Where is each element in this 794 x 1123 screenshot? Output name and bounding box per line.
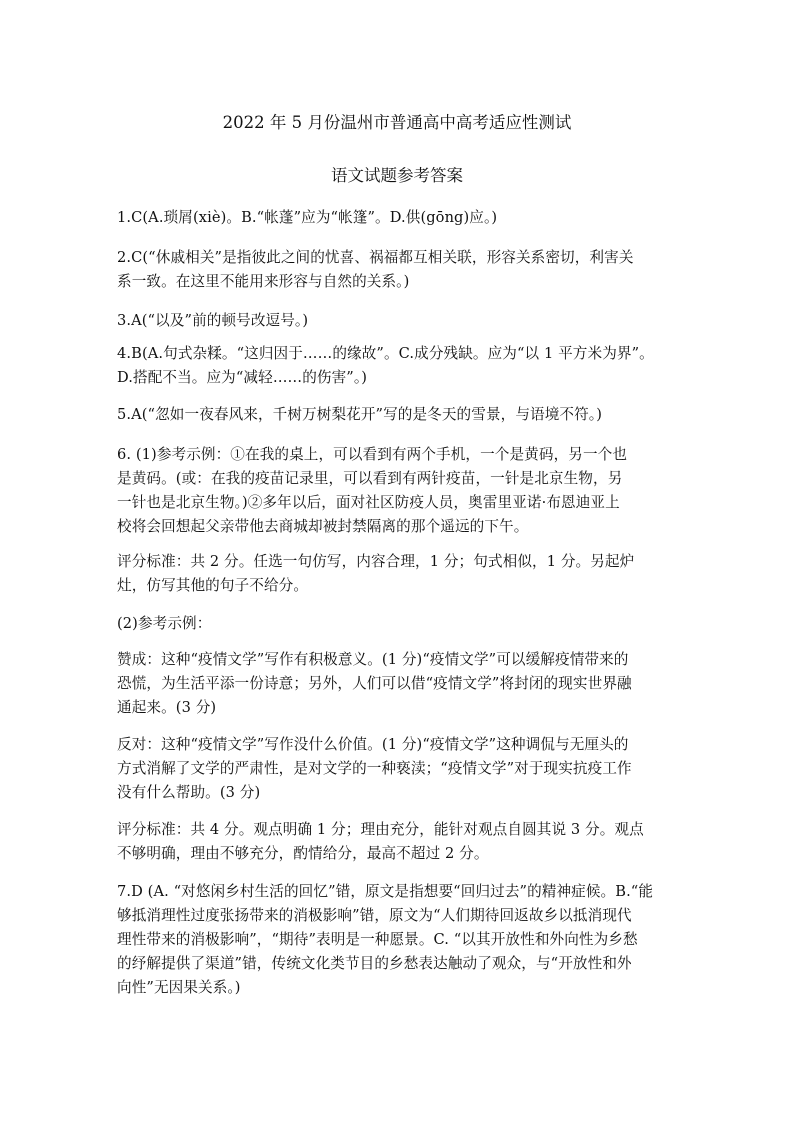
answer-3 [117, 309, 687, 333]
answer-line: 赞成：这种“疫情文学”写作有积极意义。(1 分)“疫情文学”可以缓解疫情带来的 [117, 651, 629, 668]
answer-line: 是黄码。(或：在我的疫苗记录里，可以看到有两针疫苗，一针是北京生物，另 [117, 470, 623, 487]
answer-line: 理性带来的消极影响”，“期待”表明是一种愿景。C. “以其开放性和外向性为乡愁 [117, 931, 638, 948]
answer-line: 7.D (A. “对悠闲乡村生活的回忆”错，原文是指想要“回归过去”的精神症候。B.“能 [117, 883, 654, 900]
answer-line: 6. (1)参考示例：①在我的桌上，可以看到有两个手机，一个是黄码，另一个也 [117, 446, 628, 463]
answer-line: 评分标准：共 2 分。任选一句仿写，内容合理，1 分；句式相似，1 分。另起炉 [117, 553, 635, 570]
answer-line: 3.A(“以及”前的顿号改逗号。) [117, 312, 309, 329]
answer-line: 不够明确，理由不够充分，酌情给分，最高不超过 2 分。 [117, 845, 489, 862]
answer-line: D.搭配不当。应为“减轻……的伤害”。) [117, 369, 368, 386]
answer-6-2-heading [117, 612, 687, 636]
answer-line: 校将会回想起父亲带他去商城却被封禁隔离的那个遥远的下午。 [117, 518, 529, 535]
answer-line: 向性”无因果关系。) [117, 979, 241, 996]
answer-line: 评分标准：共 4 分。观点明确 1 分；理由充分，能针对观点自圆其说 3 分。观点 [117, 821, 644, 838]
document-subtitle: 语文试题参考答案 [331, 166, 463, 185]
answer-line: (2)参考示例： [117, 615, 212, 632]
answer-4 [117, 342, 687, 390]
answer-line: 4.B(A.句式杂糅。“这归因于……的缘故”。C.成分残缺。应为“以 1 平方米为界”。 [117, 345, 654, 362]
answer-line: 方式消解了文学的严肃性，是对文学的一种亵渎；“疫情文学”对于现实抗疫工作 [117, 760, 632, 777]
answer-line: 5.A(“忽如一夜春风来，千树万树梨花开”写的是冬天的雪景，与语境不符。) [117, 406, 602, 423]
answer-7 [117, 880, 687, 1000]
answer-line: 恐慌，为生活平添一份诗意；另外，人们可以借“疫情文学”将封闭的现实世界融 [117, 675, 632, 692]
answer-6-2-support [117, 648, 687, 720]
answer-line: 1.C(A.琐屑(xiè)。B.“帐蓬”应为“帐篷”。D.供(gōng)应。) [117, 209, 498, 226]
answer-5 [117, 403, 687, 427]
answer-line: 够抵消理性过度张扬带来的消极影响”错，原文为“人们期待回返故乡以抵消现代 [117, 907, 632, 924]
answer-line: 一针也是北京生物。)②多年以后，面对社区防疫人员，奥雷里亚诺·布恩迪亚上 [117, 494, 620, 511]
answer-line: 通起来。(3 分) [117, 699, 217, 716]
answer-line: 灶，仿写其他的句子不给分。 [117, 577, 309, 594]
answer-6-2-oppose [117, 733, 687, 805]
scoring-6-1 [117, 550, 687, 598]
answer-line: 2.C(“休戚相关”是指彼此之间的忧喜、祸福都互相关联，形容关系密切，利害关 [117, 249, 634, 266]
answer-2 [117, 246, 687, 294]
answer-line: 没有什么帮助。(3 分) [117, 784, 261, 801]
scoring-6-2 [117, 818, 687, 866]
answer-line: 系一致。在这里不能用来形容与自然的关系。) [117, 273, 410, 290]
answer-line: 的纾解提供了渠道”错，传统文化类节目的乡愁表达触动了观众，与“开放性和外 [117, 955, 632, 972]
document-title: 2022 年 5 月份温州市普通高中高考适应性测试 [222, 113, 572, 132]
answer-1 [117, 206, 687, 230]
answer-6-1 [117, 443, 687, 539]
answer-line: 反对：这种“疫情文学”写作没什么价值。(1 分)“疫情文学”这种调侃与无厘头的 [117, 736, 629, 753]
